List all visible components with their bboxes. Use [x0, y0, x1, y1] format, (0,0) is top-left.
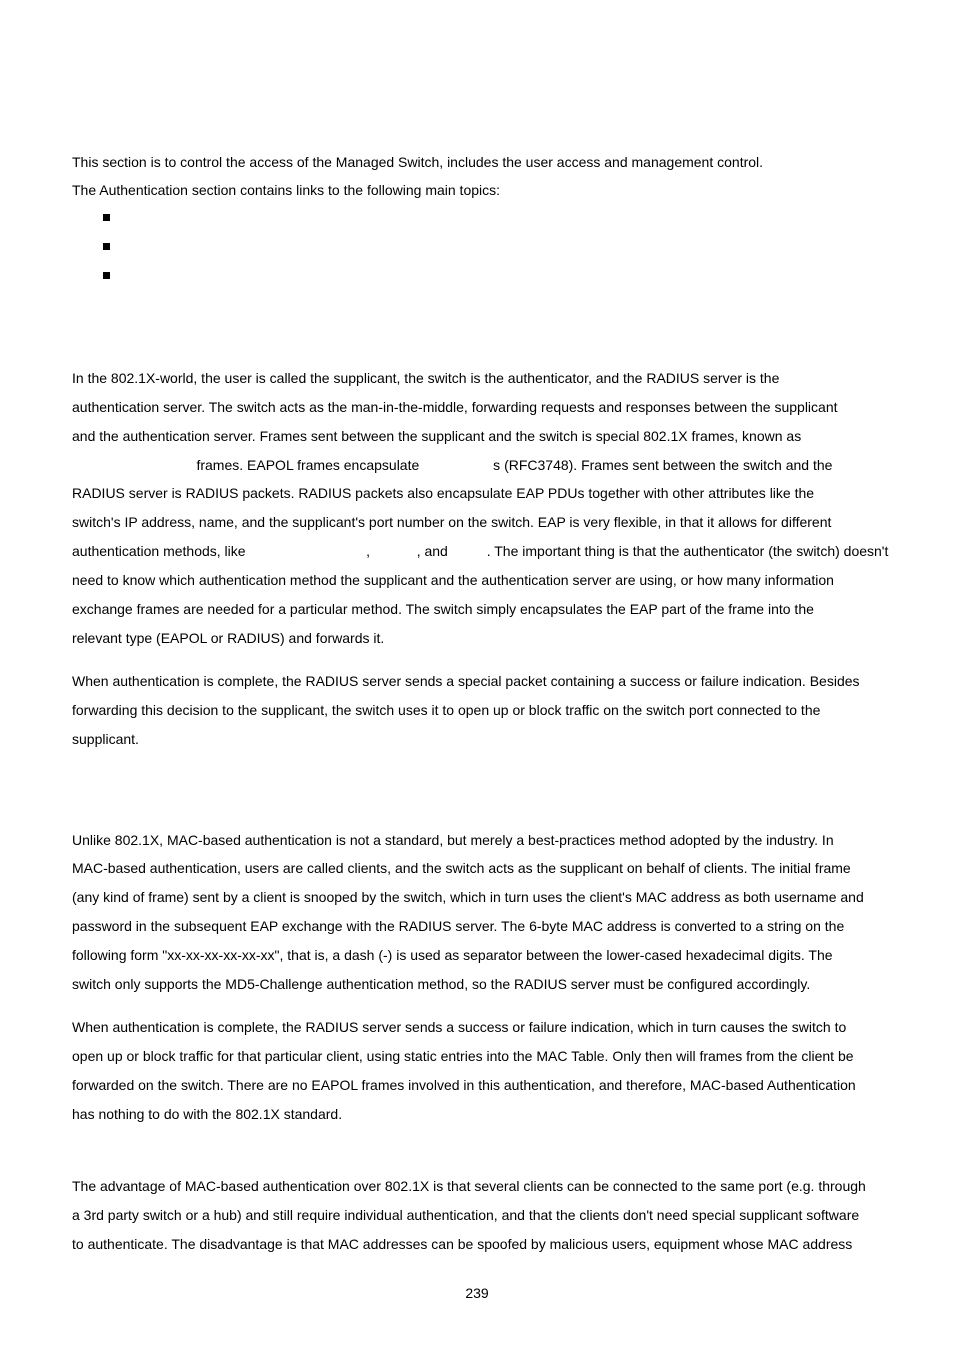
text-line: following form "xx-xx-xx-xx-xx-xx", that is, a dash (-) is used as separator between the lower-cased hexadecimal digits. The: [72, 947, 833, 963]
text-line: authentication methods, like , , and . The important thing is that the authenticator (the switch) doesn't: [72, 543, 889, 559]
bullet-3: [103, 272, 110, 279]
text-line: switch's IP address, name, and the supplicant's port number on the switch. EAP is very flexible, in that it allows for different: [72, 514, 832, 530]
page-number: 239: [465, 1285, 489, 1301]
text-line: need to know which authentication method the supplicant and the authentication server are using, or how many information: [72, 572, 834, 588]
bullet-2: [103, 243, 110, 250]
text-line: relevant type (EAPOL or RADIUS) and forwards it.: [72, 630, 385, 646]
text-line: exchange frames are needed for a particular method. The switch simply encapsulates the EAP part of the frame into the: [72, 601, 814, 617]
text-line: and the authentication server. Frames sent between the supplicant and the switch is special 802.1X frames, known as: [72, 428, 802, 444]
text-line: switch only supports the MD5-Challenge authentication method, so the RADIUS server must be configured accordingly.: [72, 976, 811, 992]
text-line: The advantage of MAC-based authentication over 802.1X is that several clients can be connected to the same port (e.g. through: [72, 1178, 866, 1194]
text-line: (any kind of frame) sent by a client is snooped by the switch, which in turn uses the client's MAC address as both username and: [72, 889, 864, 905]
text-line: password in the subsequent EAP exchange with the RADIUS server. The 6-byte MAC address is converted to a string on the: [72, 918, 845, 934]
text-line: authentication server. The switch acts as the man-in-the-middle, forwarding requests and responses between the supplicant: [72, 399, 838, 415]
text-line: When authentication is complete, the RADIUS server sends a success or failure indication, which in turn causes the switch to: [72, 1019, 847, 1035]
text-line: forwarding this decision to the supplicant, the switch uses it to open up or block traffic on the switch port connected to the: [72, 702, 821, 718]
text-line: When authentication is complete, the RADIUS server sends a special packet containing a success or failure indication. Besides: [72, 673, 860, 689]
text-line: In the 802.1X-world, the user is called the supplicant, the switch is the authenticator, and the RADIUS server is the: [72, 370, 780, 386]
text-line: Unlike 802.1X, MAC-based authentication is not a standard, but merely a best-practices method adopted by the industry. In: [72, 832, 834, 848]
text-line: supplicant.: [72, 731, 139, 747]
text-line: RADIUS server is RADIUS packets. RADIUS packets also encapsulate EAP PDUs together with other attributes like the: [72, 485, 815, 501]
bullet-1: [103, 214, 110, 221]
text-line: open up or block traffic for that particular client, using static entries into the MAC Table. Only then will frames from the client be: [72, 1048, 854, 1064]
text-line: a 3rd party switch or a hub) and still require individual authentication, and that the clients don't need special supplicant software: [72, 1207, 860, 1223]
text-line: has nothing to do with the 802.1X standard.: [72, 1106, 343, 1122]
text-line: frames. EAPOL frames encapsulate s (RFC3748). Frames sent between the switch and the: [72, 457, 833, 473]
intro-line-2: The Authentication section contains links to the following main topics:: [72, 182, 501, 198]
intro-line-1: This section is to control the access of the Managed Switch, includes the user access and management control.: [72, 154, 764, 170]
text-line: forwarded on the switch. There are no EAPOL frames involved in this authentication, and therefore, MAC-based Authentication: [72, 1077, 856, 1093]
text-line: MAC-based authentication, users are called clients, and the switch acts as the supplicant on behalf of clients. The initial frame: [72, 860, 851, 876]
text-line: to authenticate. The disadvantage is that MAC addresses can be spoofed by malicious users, equipment whose MAC address: [72, 1236, 853, 1252]
